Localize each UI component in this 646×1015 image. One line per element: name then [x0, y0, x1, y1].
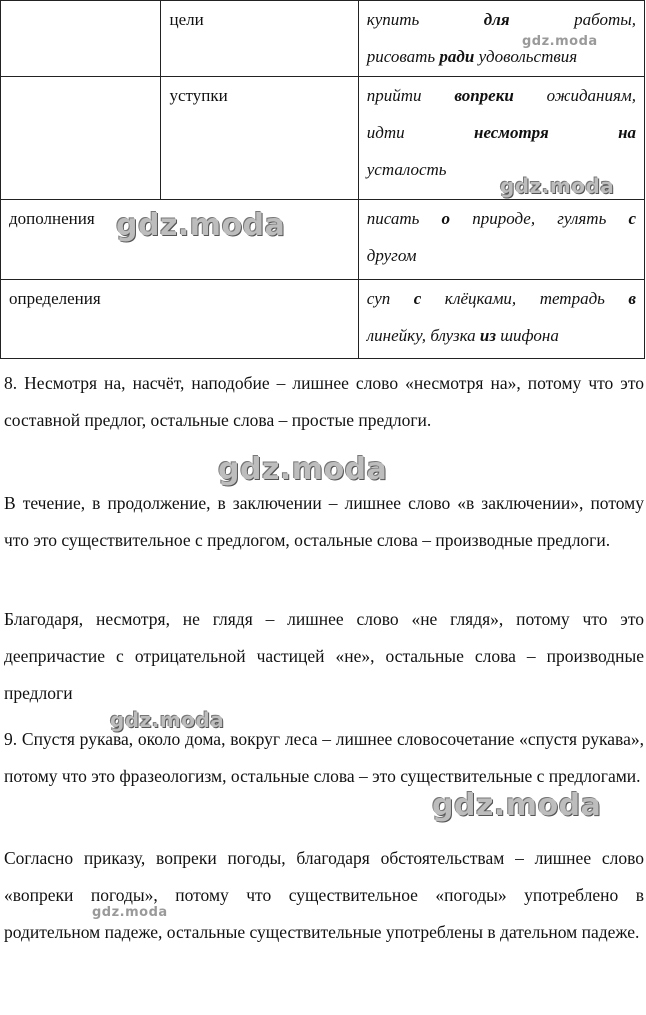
- answer-paragraph: Благодаря, несмотря, не глядя – лишнее слово «не глядя», потому что это деепричастие с отрицательной частицей «не», остальные слова – производные предлоги: [4, 609, 644, 703]
- answer-paragraph: 9. Спустя рукава, около дома, вокруг леса – лишнее словосочетание «спустя рукава», потому что это фразеологизм, остальные слова – это существительные с предлогами.: [4, 729, 644, 786]
- answer-paragraph: В течение, в продолжение, в заключении – лишнее слово «в заключении», потому что это существительное с предлогом, остальные слова – производные предлоги.: [4, 493, 644, 550]
- watermark: gdz.moda: [218, 452, 388, 487]
- watermark: gdz.moda: [522, 34, 598, 49]
- table-cell: цели: [161, 1, 358, 77]
- table-cell-examples: [358, 280, 644, 359]
- answer-paragraph: 8. Несмотря на, насчёт, наподобие – лишнее слово «несмотря на», потому что это составной предлог, остальные слова – простые предлоги.: [4, 373, 644, 430]
- table-cell-examples: [358, 200, 644, 280]
- example-line: идти несмотря на: [366, 123, 637, 142]
- table-cell: [1, 77, 161, 200]
- example-line: писать о природе, гулять с: [366, 209, 637, 228]
- table-cell: [1, 1, 161, 77]
- watermark: gdz.moda: [500, 174, 615, 198]
- example-line: прийти вопреки ожиданиям,: [366, 86, 636, 105]
- watermark: gdz.moda: [92, 905, 168, 920]
- table-row: [1, 280, 645, 359]
- answer-paragraph: Согласно приказу, вопреки погоды, благодаря обстоятельствам – лишнее слово «вопреки погоды», потому что существительное «погоды» употреблено в родительном падеже, остальные существительные употреблены в дательном падеже.: [4, 848, 644, 942]
- watermark: gdz.moda: [116, 208, 286, 243]
- example-line: другом: [366, 246, 417, 265]
- example-line: рисовать ради удовольствия: [366, 47, 578, 66]
- table-cell: определения: [1, 280, 359, 359]
- watermark: gdz.moda: [432, 788, 602, 823]
- table-row: [1, 200, 645, 280]
- example-line: купить для работы,: [366, 10, 637, 29]
- watermark: gdz.moda: [110, 708, 225, 732]
- table-cell: дополнения: [1, 200, 359, 280]
- example-line: усталость: [366, 160, 447, 179]
- table-cell-examples: [358, 1, 644, 77]
- table-cell: уступки: [161, 77, 358, 200]
- example-line: суп с клёцками, тетрадь в: [366, 289, 637, 308]
- example-line: линейку, блузка из шифона: [366, 326, 559, 345]
